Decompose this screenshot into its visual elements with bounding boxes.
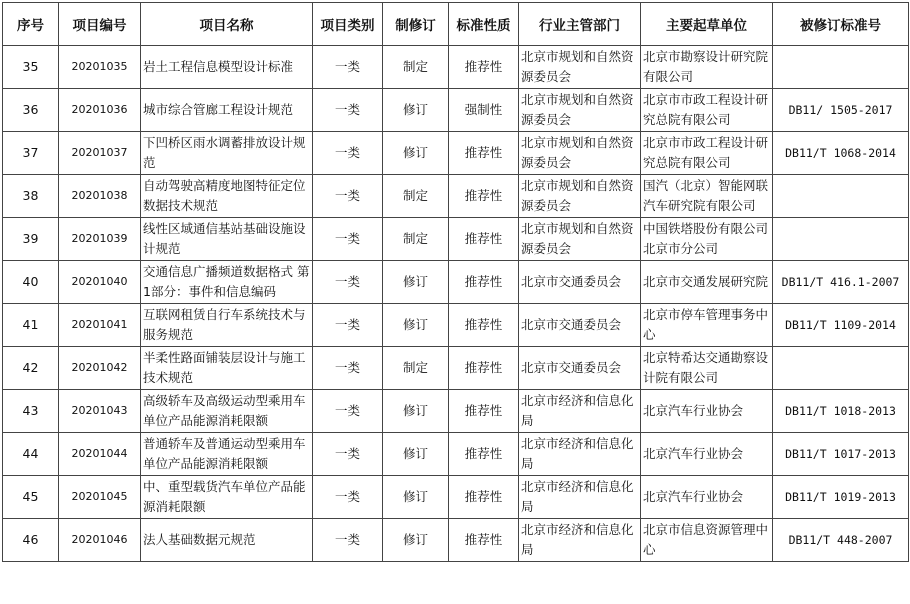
cell-name: 自动驾驶高精度地图特征定位数据技术规范 bbox=[141, 175, 313, 218]
cell-nature: 推荐性 bbox=[449, 304, 519, 347]
cell-seq: 40 bbox=[3, 261, 59, 304]
cell-name: 岩土工程信息模型设计标准 bbox=[141, 46, 313, 89]
cell-code: 20201041 bbox=[59, 304, 141, 347]
cell-drafter: 北京市交通发展研究院 bbox=[641, 261, 773, 304]
cell-old-std: DB11/T 448-2007 bbox=[773, 519, 909, 562]
cell-name: 高级轿车及高级运动型乘用车单位产品能源消耗限额 bbox=[141, 390, 313, 433]
cell-old-std: DB11/T 1068-2014 bbox=[773, 132, 909, 175]
cell-dept: 北京市规划和自然资源委员会 bbox=[519, 218, 641, 261]
cell-revise: 修订 bbox=[383, 476, 449, 519]
cell-name: 下凹桥区雨水调蓄排放设计规范 bbox=[141, 132, 313, 175]
header-seq: 序号 bbox=[3, 3, 59, 46]
cell-nature: 推荐性 bbox=[449, 218, 519, 261]
cell-dept: 北京市经济和信息化局 bbox=[519, 476, 641, 519]
cell-seq: 35 bbox=[3, 46, 59, 89]
cell-drafter: 北京市市政工程设计研究总院有限公司 bbox=[641, 132, 773, 175]
cell-dept: 北京市规划和自然资源委员会 bbox=[519, 46, 641, 89]
cell-name: 普通轿车及普通运动型乘用车单位产品能源消耗限额 bbox=[141, 433, 313, 476]
cell-old-std: DB11/T 1109-2014 bbox=[773, 304, 909, 347]
cell-old-std bbox=[773, 46, 909, 89]
cell-dept: 北京市交通委员会 bbox=[519, 261, 641, 304]
cell-code: 20201044 bbox=[59, 433, 141, 476]
cell-old-std: DB11/ 1505-2017 bbox=[773, 89, 909, 132]
header-nature: 标准性质 bbox=[449, 3, 519, 46]
cell-category: 一类 bbox=[313, 433, 383, 476]
cell-drafter: 北京市信息资源管理中心 bbox=[641, 519, 773, 562]
standards-table bbox=[2, 2, 909, 562]
cell-nature: 强制性 bbox=[449, 89, 519, 132]
cell-dept: 北京市经济和信息化局 bbox=[519, 519, 641, 562]
cell-code: 20201046 bbox=[59, 519, 141, 562]
table-row bbox=[3, 476, 909, 519]
table-row bbox=[3, 132, 909, 175]
cell-code: 20201037 bbox=[59, 132, 141, 175]
cell-code: 20201040 bbox=[59, 261, 141, 304]
header-code: 项目编号 bbox=[59, 3, 141, 46]
cell-nature: 推荐性 bbox=[449, 347, 519, 390]
cell-category: 一类 bbox=[313, 476, 383, 519]
table-row bbox=[3, 89, 909, 132]
header-old-std: 被修订标准号 bbox=[773, 3, 909, 46]
cell-name: 城市综合管廊工程设计规范 bbox=[141, 89, 313, 132]
cell-category: 一类 bbox=[313, 261, 383, 304]
cell-category: 一类 bbox=[313, 132, 383, 175]
cell-category: 一类 bbox=[313, 519, 383, 562]
cell-dept: 北京市规划和自然资源委员会 bbox=[519, 89, 641, 132]
cell-name: 线性区域通信基站基础设施设计规范 bbox=[141, 218, 313, 261]
cell-drafter: 北京市市政工程设计研究总院有限公司 bbox=[641, 89, 773, 132]
cell-revise: 制定 bbox=[383, 46, 449, 89]
cell-code: 20201042 bbox=[59, 347, 141, 390]
header-drafter: 主要起草单位 bbox=[641, 3, 773, 46]
cell-name: 交通信息广播频道数据格式 第1部分：事件和信息编码 bbox=[141, 261, 313, 304]
cell-revise: 修订 bbox=[383, 89, 449, 132]
cell-seq: 43 bbox=[3, 390, 59, 433]
cell-seq: 38 bbox=[3, 175, 59, 218]
cell-old-std bbox=[773, 218, 909, 261]
table-row bbox=[3, 390, 909, 433]
cell-revise: 修订 bbox=[383, 261, 449, 304]
cell-dept: 北京市经济和信息化局 bbox=[519, 433, 641, 476]
table-row bbox=[3, 261, 909, 304]
cell-drafter: 中国铁塔股份有限公司北京市分公司 bbox=[641, 218, 773, 261]
cell-drafter: 北京汽车行业协会 bbox=[641, 390, 773, 433]
cell-category: 一类 bbox=[313, 175, 383, 218]
cell-category: 一类 bbox=[313, 46, 383, 89]
cell-drafter: 北京市勘察设计研究院有限公司 bbox=[641, 46, 773, 89]
cell-nature: 推荐性 bbox=[449, 46, 519, 89]
cell-category: 一类 bbox=[313, 347, 383, 390]
cell-nature: 推荐性 bbox=[449, 175, 519, 218]
header-name: 项目名称 bbox=[141, 3, 313, 46]
cell-old-std: DB11/T 1018-2013 bbox=[773, 390, 909, 433]
cell-dept: 北京市交通委员会 bbox=[519, 304, 641, 347]
cell-name: 半柔性路面铺装层设计与施工技术规范 bbox=[141, 347, 313, 390]
table-row bbox=[3, 304, 909, 347]
cell-code: 20201045 bbox=[59, 476, 141, 519]
cell-revise: 制定 bbox=[383, 218, 449, 261]
cell-revise: 修订 bbox=[383, 304, 449, 347]
cell-drafter: 北京汽车行业协会 bbox=[641, 476, 773, 519]
cell-old-std: DB11/T 1017-2013 bbox=[773, 433, 909, 476]
cell-dept: 北京市交通委员会 bbox=[519, 347, 641, 390]
cell-name: 互联网租赁自行车系统技术与服务规范 bbox=[141, 304, 313, 347]
cell-category: 一类 bbox=[313, 218, 383, 261]
cell-drafter: 北京特希达交通勘察设计院有限公司 bbox=[641, 347, 773, 390]
cell-nature: 推荐性 bbox=[449, 519, 519, 562]
cell-category: 一类 bbox=[313, 304, 383, 347]
cell-dept: 北京市经济和信息化局 bbox=[519, 390, 641, 433]
table-row bbox=[3, 218, 909, 261]
cell-code: 20201035 bbox=[59, 46, 141, 89]
cell-revise: 修订 bbox=[383, 433, 449, 476]
cell-code: 20201043 bbox=[59, 390, 141, 433]
cell-dept: 北京市规划和自然资源委员会 bbox=[519, 132, 641, 175]
cell-code: 20201038 bbox=[59, 175, 141, 218]
header-dept: 行业主管部门 bbox=[519, 3, 641, 46]
cell-revise: 修订 bbox=[383, 132, 449, 175]
cell-seq: 44 bbox=[3, 433, 59, 476]
cell-code: 20201036 bbox=[59, 89, 141, 132]
cell-old-std: DB11/T 416.1-2007 bbox=[773, 261, 909, 304]
cell-seq: 45 bbox=[3, 476, 59, 519]
cell-nature: 推荐性 bbox=[449, 132, 519, 175]
table-row bbox=[3, 175, 909, 218]
cell-nature: 推荐性 bbox=[449, 476, 519, 519]
cell-seq: 37 bbox=[3, 132, 59, 175]
table-row bbox=[3, 46, 909, 89]
cell-seq: 39 bbox=[3, 218, 59, 261]
cell-seq: 46 bbox=[3, 519, 59, 562]
cell-drafter: 北京市停车管理事务中心 bbox=[641, 304, 773, 347]
cell-code: 20201039 bbox=[59, 218, 141, 261]
cell-revise: 制定 bbox=[383, 347, 449, 390]
cell-seq: 42 bbox=[3, 347, 59, 390]
header-category: 项目类别 bbox=[313, 3, 383, 46]
cell-revise: 修订 bbox=[383, 519, 449, 562]
cell-seq: 36 bbox=[3, 89, 59, 132]
cell-nature: 推荐性 bbox=[449, 261, 519, 304]
cell-old-std bbox=[773, 347, 909, 390]
cell-old-std: DB11/T 1019-2013 bbox=[773, 476, 909, 519]
table-row bbox=[3, 519, 909, 562]
table-row bbox=[3, 347, 909, 390]
cell-nature: 推荐性 bbox=[449, 433, 519, 476]
cell-revise: 制定 bbox=[383, 175, 449, 218]
cell-drafter: 国汽（北京）智能网联汽车研究院有限公司 bbox=[641, 175, 773, 218]
cell-name: 中、重型载货汽车单位产品能源消耗限额 bbox=[141, 476, 313, 519]
cell-revise: 修订 bbox=[383, 390, 449, 433]
cell-category: 一类 bbox=[313, 390, 383, 433]
cell-seq: 41 bbox=[3, 304, 59, 347]
cell-old-std bbox=[773, 175, 909, 218]
table-row bbox=[3, 433, 909, 476]
header-row bbox=[3, 3, 909, 46]
cell-dept: 北京市规划和自然资源委员会 bbox=[519, 175, 641, 218]
cell-drafter: 北京汽车行业协会 bbox=[641, 433, 773, 476]
header-revise: 制修订 bbox=[383, 3, 449, 46]
cell-category: 一类 bbox=[313, 89, 383, 132]
cell-name: 法人基础数据元规范 bbox=[141, 519, 313, 562]
cell-nature: 推荐性 bbox=[449, 390, 519, 433]
